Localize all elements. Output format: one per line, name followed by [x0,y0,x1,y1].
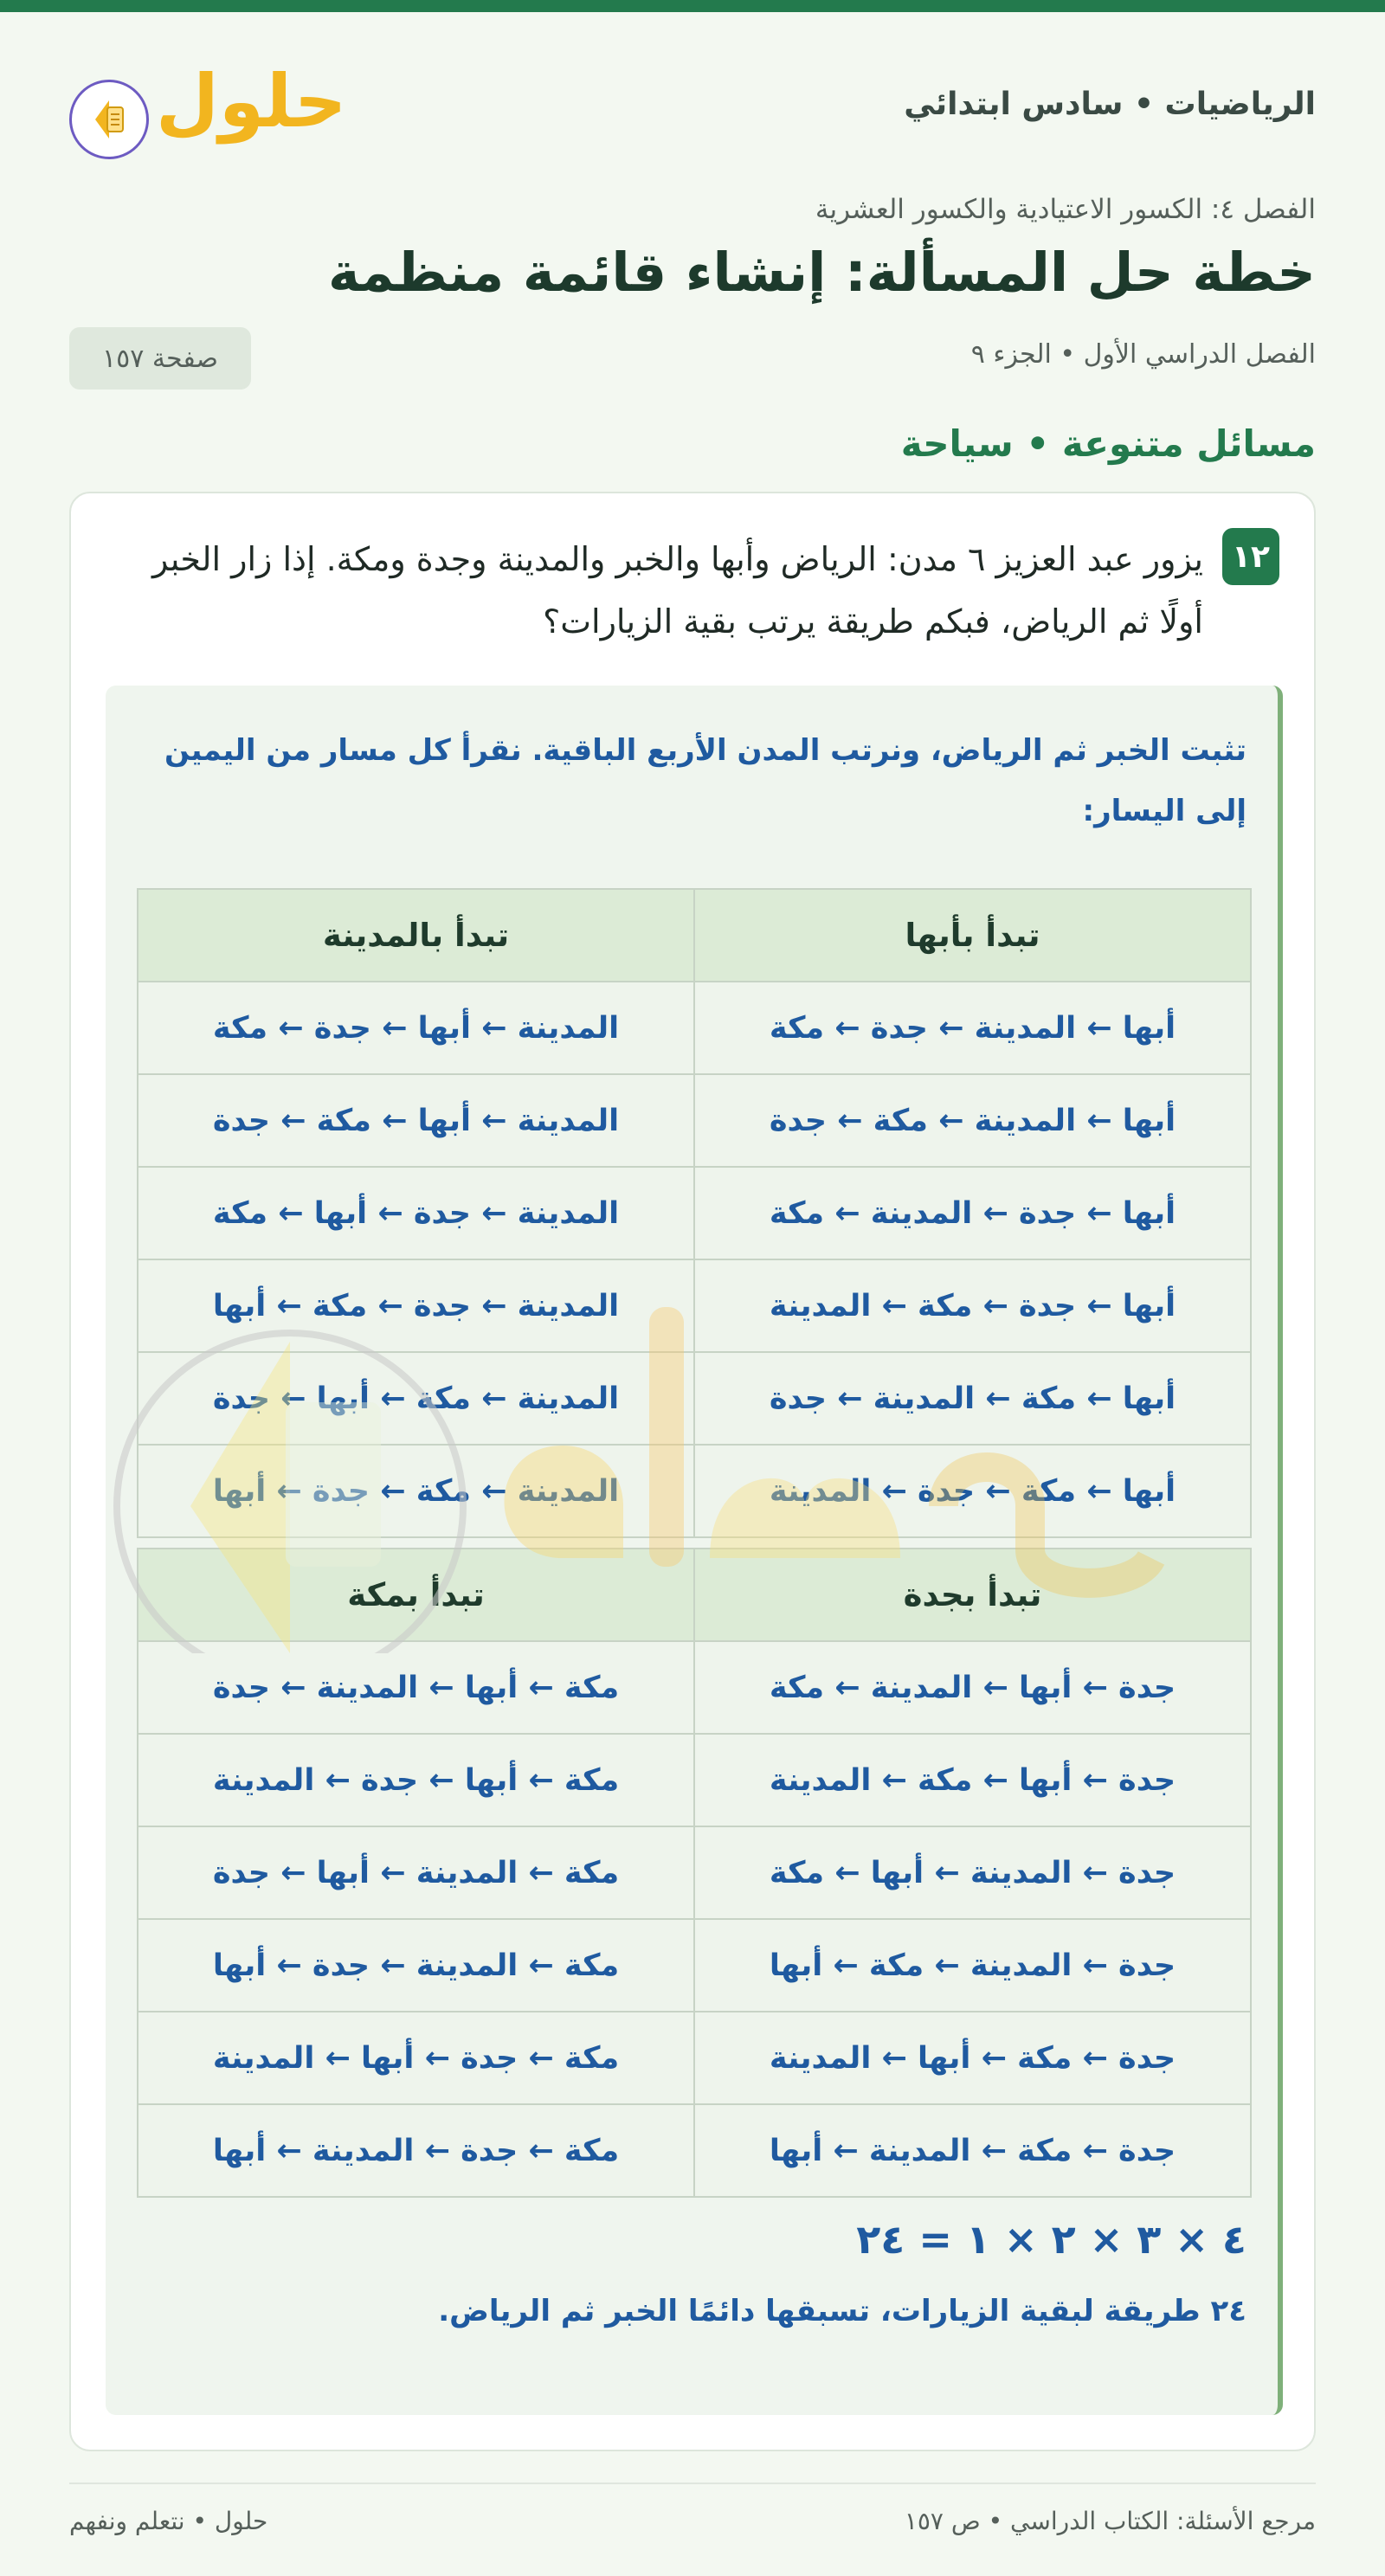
route-cell: أبها ← المدينة ← جدة ← مكة [694,982,1251,1074]
table-row [138,1074,1251,1167]
route-cell: المدينة ← جدة ← مكة ← أبها [138,1259,694,1352]
route-cell: مكة ← المدينة ← جدة ← أبها [138,1919,694,2012]
route-cell: المدينة ← أبها ← جدة ← مكة [138,982,694,1074]
chapter-label: الفصل ٤: الكسور الاعتيادية والكسور العشرية [815,194,1316,225]
table-row [138,2012,1251,2104]
logo-wordmark: حلول [156,59,347,144]
table-header: تبدأ بجدة [694,1549,1251,1641]
table-row [138,1259,1251,1352]
table-header: تبدأ بالمدينة [138,889,694,982]
table-row [138,1734,1251,1826]
route-cell: جدة ← مكة ← المدينة ← أبها [694,2104,1251,2197]
table-row [138,982,1251,1074]
route-cell: مكة ← أبها ← المدينة ← جدة [138,1641,694,1734]
top-accent-bar [0,0,1385,12]
book-icon [69,80,149,159]
route-cell: أبها ← مكة ← المدينة ← جدة [694,1352,1251,1445]
table-header: تبدأ بأبها [694,889,1251,982]
page-header [69,52,1316,164]
table-row [138,1919,1251,2012]
answer-intro: تثبت الخبر ثم الرياض، ونرتب المدن الأربع الباقية. نقرأ كل مسار من اليمين إلى اليسار: [164,733,1246,828]
routes-table-2 [137,1548,1252,2198]
route-cell: مكة ← المدينة ← أبها ← جدة [138,1826,694,1919]
route-cell: جدة ← أبها ← مكة ← المدينة [694,1734,1251,1826]
route-cell: جدة ← أبها ← المدينة ← مكة [694,1641,1251,1734]
subject-label: الرياضيات • سادس ابتدائي [904,87,1316,122]
question-card [69,492,1316,2451]
route-cell: مكة ← جدة ← المدينة ← أبها [138,2104,694,2197]
result-equation: ٤ × ٣ × ٢ × ١ = ٢٤ [856,2216,1246,2263]
footer-reference: مرجع الأسئلة: الكتاب الدراسي • ص ١٥٧ [904,2507,1316,2535]
route-cell: المدينة ← أبها ← مكة ← جدة [138,1074,694,1167]
route-cell: جدة ← المدينة ← أبها ← مكة [694,1826,1251,1919]
footer-divider [69,2483,1316,2484]
route-cell: أبها ← جدة ← المدينة ← مكة [694,1167,1251,1259]
table-row [138,1826,1251,1919]
route-cell: أبها ← المدينة ← مكة ← جدة [694,1074,1251,1167]
route-cell: أبها ← مكة ← جدة ← المدينة [694,1445,1251,1537]
table-row [138,2104,1251,2197]
answer-box [106,686,1283,2415]
page-number-badge: صفحة ١٥٧ [69,327,251,390]
route-cell: جدة ← مكة ← أبها ← المدينة [694,2012,1251,2104]
section-title: مسائل متنوعة • سياحة [900,422,1316,465]
question-text: يزور عبد العزيز ٦ مدن: الرياض وأبها والخبر والمدينة وجدة ومكة. إذا زار الخبر أولًا ثم الرياض، فبكم طريقة يرتب بقية الزيارات؟ [151,540,1203,641]
result-conclusion: ٢٤ طريقة لبقية الزيارات، تسبقها دائمًا الخبر ثم الرياض. [438,2294,1246,2328]
question-number-badge: ١٢ [1222,528,1279,585]
route-cell: أبها ← جدة ← مكة ← المدينة [694,1259,1251,1352]
table-row [138,1167,1251,1259]
route-cell: مكة ← جدة ← أبها ← المدينة [138,2012,694,2104]
table-row [138,1352,1251,1445]
term-label: الفصل الدراسي الأول • الجزء ٩ [970,339,1316,370]
route-cell: جدة ← المدينة ← مكة ← أبها [694,1919,1251,2012]
table-row [138,1641,1251,1734]
route-cell: المدينة ← جدة ← أبها ← مكة [138,1167,694,1259]
route-cell: المدينة ← مكة ← أبها ← جدة [138,1352,694,1445]
page-title: خطة حل المسألة: إنشاء قائمة منظمة [328,241,1316,304]
brand-logo[interactable] [69,59,347,163]
table-row [138,1445,1251,1537]
route-cell: المدينة ← مكة ← جدة ← أبها [138,1445,694,1537]
routes-table-1 [137,888,1252,1538]
table-header: تبدأ بمكة [138,1549,694,1641]
footer-brand: حلول • نتعلم ونفهم [69,2507,268,2535]
route-cell: مكة ← أبها ← جدة ← المدينة [138,1734,694,1826]
